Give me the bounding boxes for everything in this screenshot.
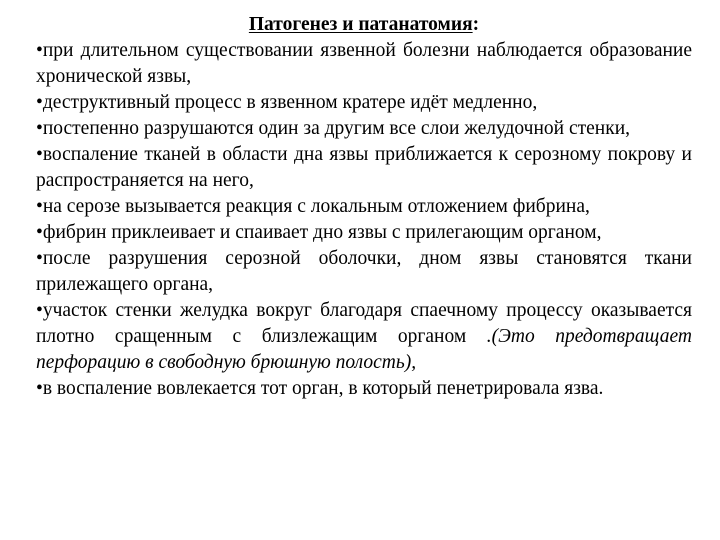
bullet-item-destructive-process — [36, 90, 692, 116]
bullet-text: в воспаление вовлекается тот орган, в который пенетрировала язва. — [42, 378, 604, 399]
bullet-item-fused-wall — [36, 298, 692, 376]
bullet-mark: • — [36, 222, 43, 243]
bullet-item-fibrin-adhesion — [36, 220, 692, 246]
bullet-text: после разрушения серозной оболочки, дном язвы становятся ткани прилежащего органа, — [36, 248, 692, 295]
bullet-list — [36, 38, 692, 402]
bullet-text: участок стенки желудка вокруг благодаря спаечному процессу оказывается плотно сращенным с близлежащим органом — [36, 300, 692, 347]
bullet-mark: • — [36, 118, 43, 139]
slide-title-colon: : — [472, 14, 480, 35]
bullet-item-penetration — [36, 376, 692, 402]
bullet-item-wall-layers — [36, 116, 692, 142]
bullet-text: постепенно разрушаются один за другим все слои желудочной стенки, — [42, 118, 631, 139]
bullet-text: при длительном существовании язвенной болезни наблюдается образование хронической язвы, — [36, 40, 692, 87]
slide-content — [36, 12, 692, 402]
bullet-note-perforation: .(Это предотвращает перфорацию в свободную брюшную полость), — [36, 326, 692, 373]
bullet-text: воспаление тканей в области дна язвы приближается к серозному покрову и распространяется на него, — [36, 144, 692, 191]
bullet-mark: • — [36, 144, 43, 165]
bullet-item-adjacent-organ-base — [36, 246, 692, 298]
bullet-mark: • — [36, 300, 43, 321]
bullet-text: деструктивный процесс в язвенном кратере идёт медленно, — [42, 92, 538, 113]
bullet-mark: • — [36, 378, 43, 399]
slide-title-text: Патогенез и патанатомия — [248, 14, 473, 35]
bullet-mark: • — [36, 40, 43, 61]
bullet-mark: • — [36, 196, 43, 217]
slide-title — [36, 12, 692, 38]
bullet-mark: • — [36, 92, 43, 113]
bullet-item-fibrin-deposit — [36, 194, 692, 220]
bullet-mark: • — [36, 248, 43, 269]
bullet-item-serosa-inflammation — [36, 142, 692, 194]
bullet-text: на серозе вызывается реакция с локальным отложением фибрина, — [42, 196, 590, 217]
bullet-item-chronic-ulcer — [36, 38, 692, 90]
bullet-text: фибрин приклеивает и спаивает дно язвы с прилегающим органом, — [42, 222, 602, 243]
